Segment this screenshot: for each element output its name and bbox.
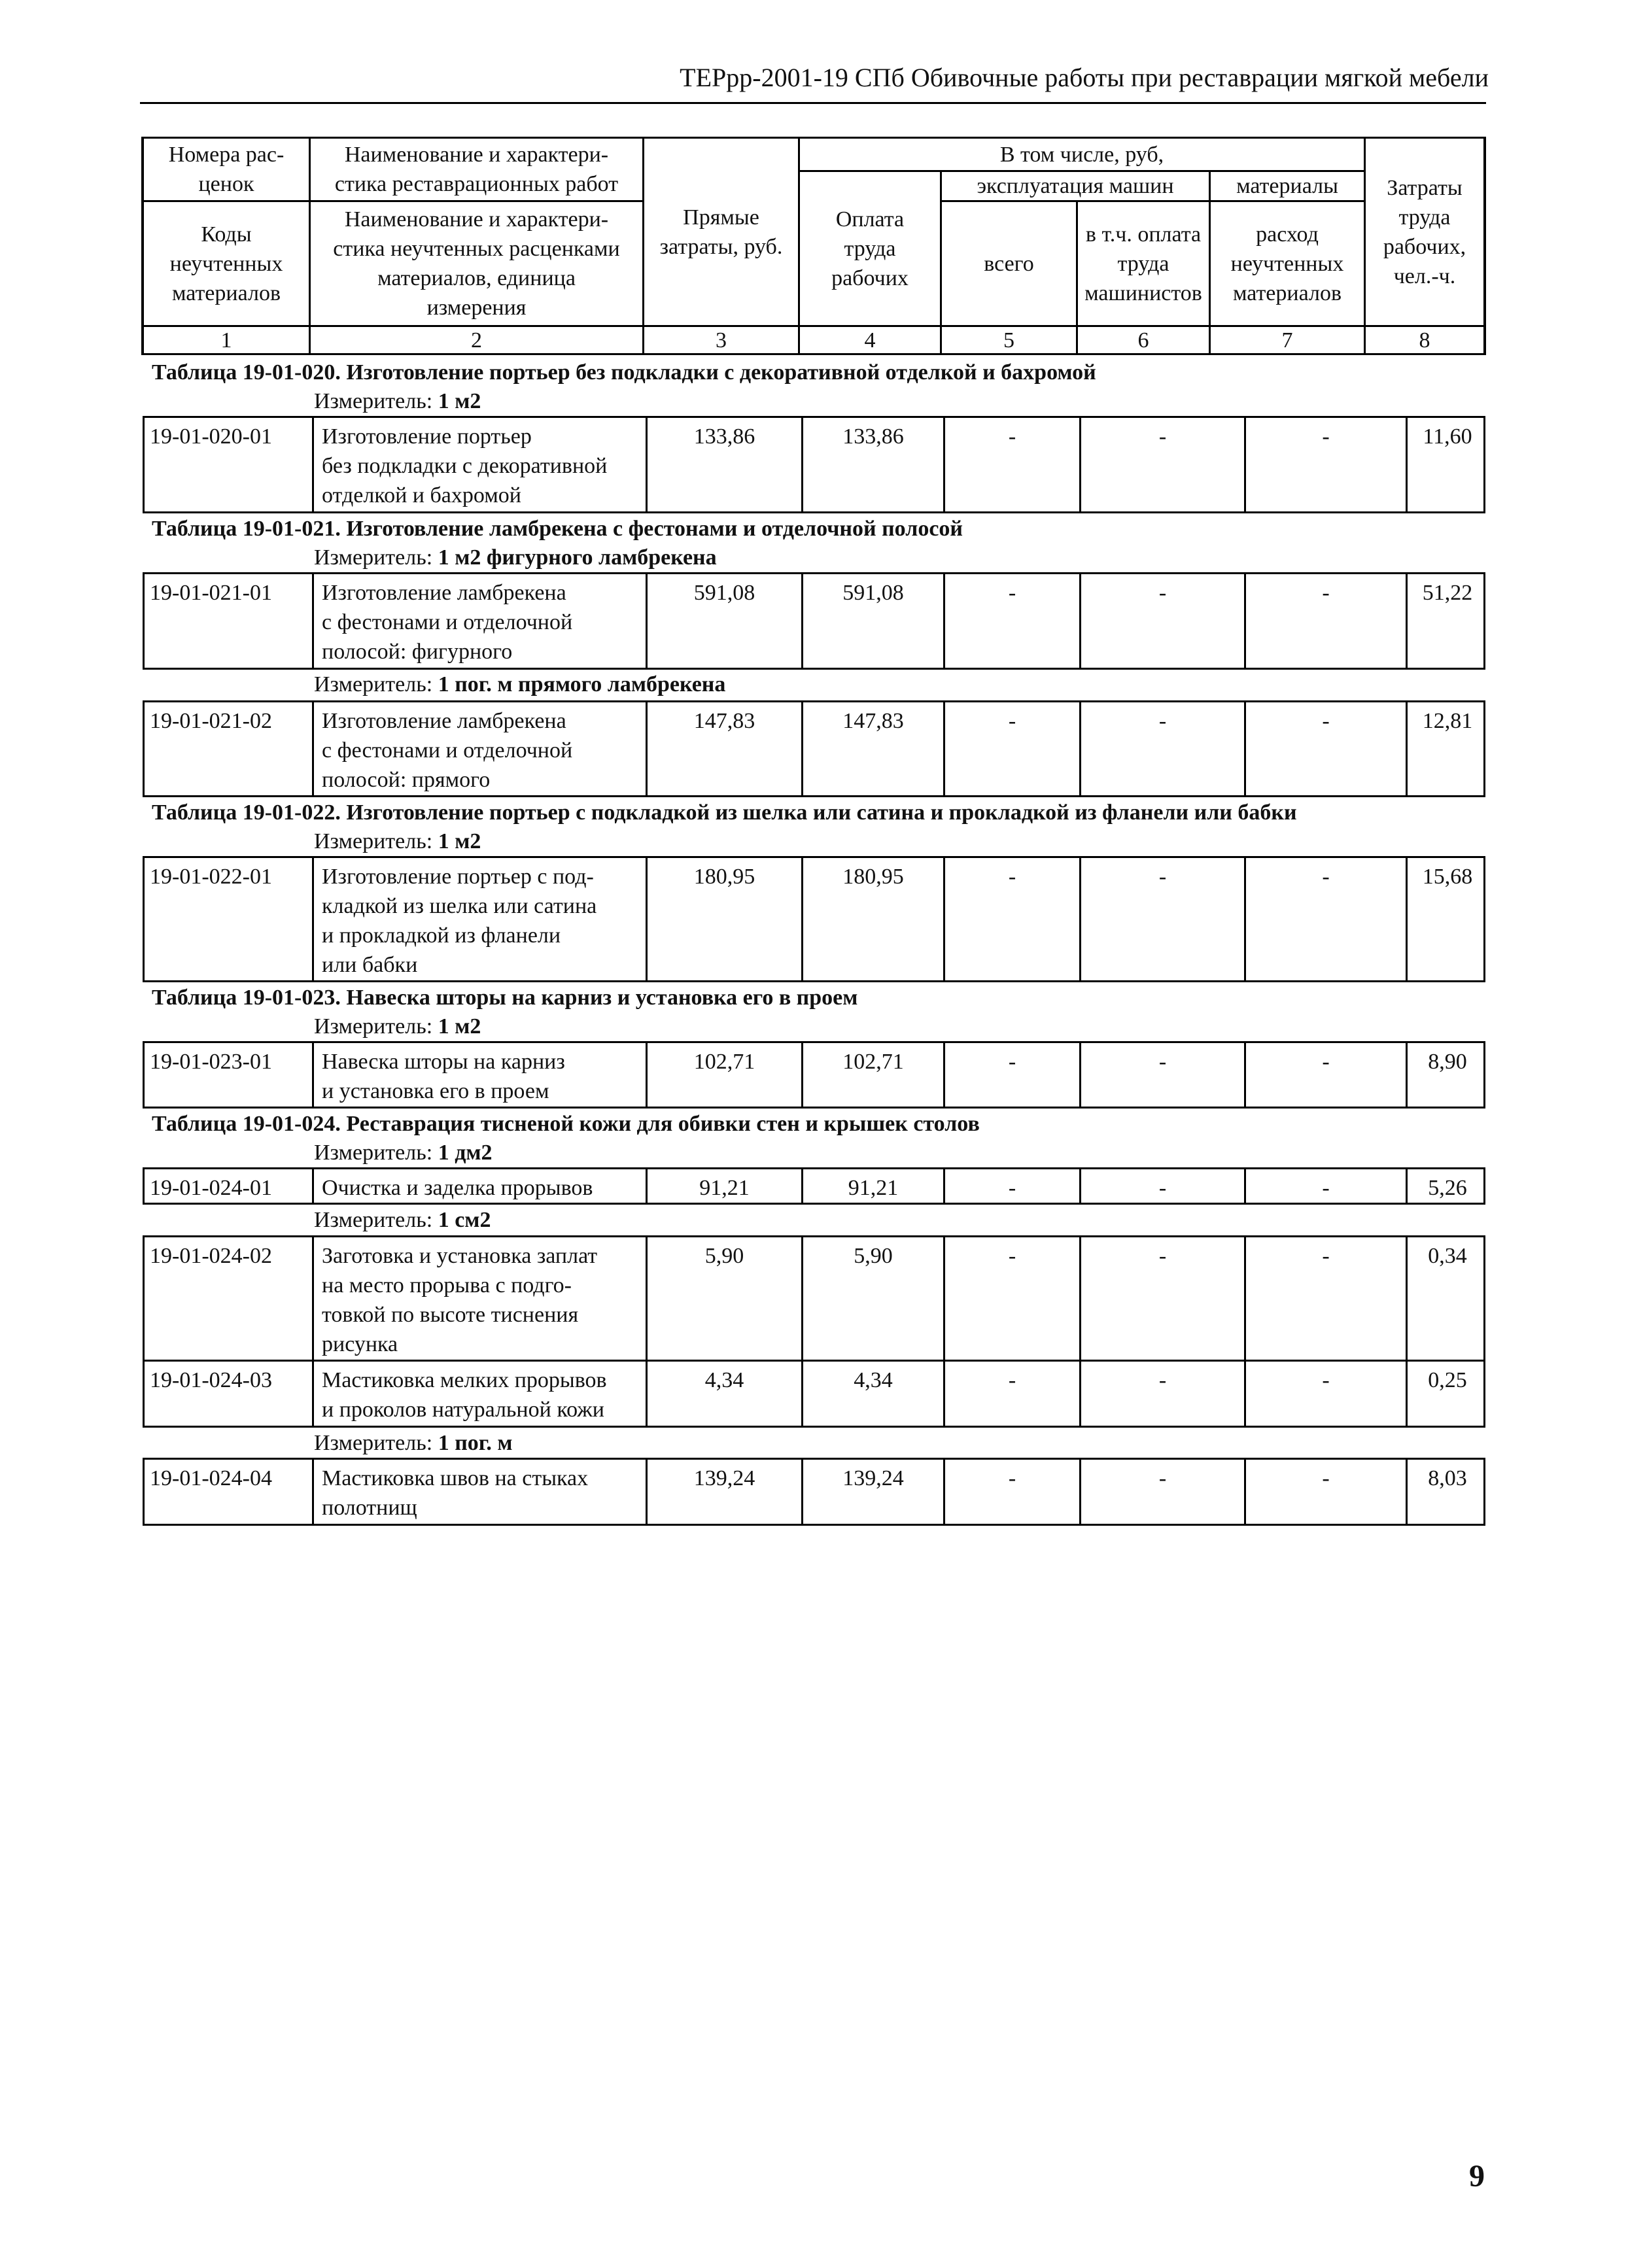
header-machines: эксплуатация машин xyxy=(977,174,1174,198)
direct-costs: 102,71 xyxy=(646,1043,801,1107)
measure-label: Измеритель: xyxy=(314,1208,438,1232)
table-number: Таблица 19-01-020. xyxy=(152,360,341,385)
table-row xyxy=(143,1235,1485,1362)
header-machines-total: всего xyxy=(984,251,1034,276)
column-number: 4 xyxy=(864,328,876,352)
unaccounted-materials: - xyxy=(1244,858,1406,980)
machines-total: - xyxy=(943,1237,1079,1360)
measure-unit: 1 м2 xyxy=(438,389,481,413)
rate-code: 19-01-023-01 xyxy=(150,1050,272,1074)
table-name: Навеска шторы на карниз и установка его в проем xyxy=(340,986,858,1010)
measure-unit: 1 пог. м прямого ламбрекена xyxy=(438,672,726,696)
page-header-title: ТЕРрр-2001-19 СПб Обивочные работы при реставрации мягкой мебели xyxy=(680,63,1489,92)
measure-line xyxy=(314,543,717,572)
header-machine-operators: в т.ч. оплата труда машинистов xyxy=(1084,222,1202,305)
machine-operators-pay: - xyxy=(1079,574,1244,668)
table-number: Таблица 19-01-021. xyxy=(152,517,341,541)
rate-code: 19-01-024-02 xyxy=(150,1244,272,1268)
direct-costs: 139,24 xyxy=(646,1460,801,1524)
measure-unit: 1 пог. м xyxy=(438,1431,513,1455)
labor-hours: 51,22 xyxy=(1406,574,1487,668)
machines-total: - xyxy=(943,1362,1079,1426)
measure-label: Измеритель: xyxy=(314,1014,438,1039)
labor-hours: 11,60 xyxy=(1406,418,1487,511)
table-title xyxy=(152,799,1297,827)
labor-pay: 147,83 xyxy=(801,702,943,795)
table-name: Изготовление портьер без подкладки с декоративной отделкой и бахромой xyxy=(340,360,1096,385)
measure-label: Измеритель: xyxy=(314,1431,438,1455)
unaccounted-materials: - xyxy=(1244,1043,1406,1107)
header-col2-top: Наименование и характери- стика реставрационных работ xyxy=(334,143,619,196)
labor-pay: 591,08 xyxy=(801,574,943,668)
measure-line xyxy=(314,670,725,699)
page-number: 9 xyxy=(1469,2159,1485,2193)
unaccounted-materials: - xyxy=(1244,702,1406,795)
table-name: Изготовление ламбрекена с фестонами и отделочной полосой xyxy=(340,517,963,541)
machines-total: - xyxy=(943,418,1079,511)
measure-unit: 1 дм2 xyxy=(438,1141,493,1165)
column-number: 8 xyxy=(1419,328,1430,352)
machine-operators-pay: - xyxy=(1079,1237,1244,1360)
machine-operators-pay: - xyxy=(1079,1043,1244,1107)
header-labor-hours: Затраты труда рабочих, чел.-ч. xyxy=(1383,175,1466,288)
table-row xyxy=(143,1041,1485,1108)
work-name: Мастиковка мелких прорывов и проколов натуральной кожи xyxy=(312,1362,646,1426)
rate-code: 19-01-024-01 xyxy=(150,1176,272,1200)
measure-line xyxy=(314,1012,481,1041)
header-rule xyxy=(140,102,1486,104)
rate-code: 19-01-020-01 xyxy=(150,424,272,449)
table-number: Таблица 19-01-023. xyxy=(152,986,341,1010)
table-title xyxy=(152,358,1096,387)
measure-label: Измеритель: xyxy=(314,389,438,413)
table-title xyxy=(152,1110,980,1139)
measure-line xyxy=(314,1206,491,1235)
rate-code: 19-01-022-01 xyxy=(150,865,272,889)
measure-label: Измеритель: xyxy=(314,1141,438,1165)
column-number: 6 xyxy=(1137,328,1149,352)
direct-costs: 180,95 xyxy=(646,858,801,980)
table-title xyxy=(152,984,857,1012)
labor-pay: 4,34 xyxy=(801,1362,943,1426)
direct-costs: 91,21 xyxy=(646,1169,801,1203)
column-number: 5 xyxy=(1003,328,1014,352)
labor-pay: 139,24 xyxy=(801,1460,943,1524)
rate-code: 19-01-021-01 xyxy=(150,581,272,605)
machines-total: - xyxy=(943,1460,1079,1524)
header-direct-costs: Прямые затраты, руб. xyxy=(659,205,783,259)
labor-hours: 8,90 xyxy=(1406,1043,1487,1107)
machines-total: - xyxy=(943,858,1079,980)
table-title xyxy=(152,515,963,543)
rate-code: 19-01-024-03 xyxy=(150,1368,272,1392)
table-row xyxy=(143,700,1485,797)
measure-unit: 1 м2 xyxy=(438,1014,481,1039)
work-name: Мастиковка швов на стыках полотнищ xyxy=(312,1460,646,1524)
machine-operators-pay: - xyxy=(1079,1460,1244,1524)
direct-costs: 147,83 xyxy=(646,702,801,795)
measure-line xyxy=(314,1139,493,1167)
labor-pay: 180,95 xyxy=(801,858,943,980)
work-name: Изготовление ламбрекена с фестонами и отделочной полосой: прямого xyxy=(312,702,646,795)
header-unaccounted-materials: расход неучтенных материалов xyxy=(1230,222,1344,305)
measure-unit: 1 м2 фигурного ламбрекена xyxy=(438,545,717,570)
table-number: Таблица 19-01-022. xyxy=(152,800,341,825)
rate-code: 19-01-021-02 xyxy=(150,709,272,733)
work-name: Навеска шторы на карниз и установка его в проем xyxy=(312,1043,646,1107)
machines-total: - xyxy=(943,702,1079,795)
direct-costs: 133,86 xyxy=(646,418,801,511)
unaccounted-materials: - xyxy=(1244,574,1406,668)
measure-unit: 1 см2 xyxy=(438,1208,491,1232)
grid-line xyxy=(1483,137,1486,355)
labor-hours: 5,26 xyxy=(1406,1169,1487,1203)
measure-label: Измеритель: xyxy=(314,672,438,696)
unaccounted-materials: - xyxy=(1244,1169,1406,1203)
labor-pay: 102,71 xyxy=(801,1043,943,1107)
header-col2-bottom: Наименование и характери- стика неучтенных расценками материалов, единица измерения xyxy=(333,207,620,320)
labor-pay: 133,86 xyxy=(801,418,943,511)
header-col1-bottom: Коды неучтенных материалов xyxy=(169,222,283,305)
table-row xyxy=(143,1458,1485,1526)
unaccounted-materials: - xyxy=(1244,418,1406,511)
header-col1-top: Номера рас- ценок xyxy=(168,143,285,196)
table-row xyxy=(143,416,1485,513)
machine-operators-pay: - xyxy=(1079,1169,1244,1203)
work-name: Заготовка и установка заплат на место прорыва с подго- товкой по высоте тиснения рисунка xyxy=(312,1237,646,1360)
unaccounted-materials: - xyxy=(1244,1460,1406,1524)
unaccounted-materials: - xyxy=(1244,1237,1406,1360)
work-name: Изготовление ламбрекена с фестонами и отделочной полосой: фигурного xyxy=(312,574,646,668)
labor-pay: 91,21 xyxy=(801,1169,943,1203)
machines-total: - xyxy=(943,574,1079,668)
machine-operators-pay: - xyxy=(1079,418,1244,511)
labor-hours: 15,68 xyxy=(1406,858,1487,980)
machines-total: - xyxy=(943,1169,1079,1203)
work-name: Изготовление портьер с под- кладкой из шелка или сатина и прокладкой из фланели или бабки xyxy=(312,858,646,980)
table-row xyxy=(143,1167,1485,1205)
measure-unit: 1 м2 xyxy=(438,829,481,853)
table-row xyxy=(143,856,1485,982)
labor-hours: 12,81 xyxy=(1406,702,1487,795)
measure-label: Измеритель: xyxy=(314,829,438,853)
machine-operators-pay: - xyxy=(1079,702,1244,795)
header-labor-pay: Оплата труда рабочих xyxy=(831,207,909,290)
machines-total: - xyxy=(943,1043,1079,1107)
table-number: Таблица 19-01-024. xyxy=(152,1112,341,1136)
labor-hours: 0,34 xyxy=(1406,1237,1487,1360)
header-group: В том числе, руб, xyxy=(999,142,1164,167)
rate-code: 19-01-024-04 xyxy=(150,1466,272,1490)
direct-costs: 591,08 xyxy=(646,574,801,668)
table-name: Реставрация тисненой кожи для обивки стен и крышек столов xyxy=(340,1112,980,1136)
table-row xyxy=(143,572,1485,670)
table-name: Изготовление портьер с подкладкой из шелка или сатина и прокладкой из фланели или бабки xyxy=(340,800,1297,825)
labor-hours: 0,25 xyxy=(1406,1362,1487,1426)
column-number: 7 xyxy=(1281,328,1293,352)
measure-line xyxy=(314,827,481,856)
machine-operators-pay: - xyxy=(1079,858,1244,980)
work-name: Изготовление портьер без подкладки с декоративной отделкой и бахромой xyxy=(312,418,646,511)
table-row xyxy=(143,1360,1485,1428)
work-name: Очистка и заделка прорывов xyxy=(312,1169,646,1203)
measure-label: Измеритель: xyxy=(314,545,438,570)
column-number: 3 xyxy=(716,328,727,352)
direct-costs: 4,34 xyxy=(646,1362,801,1426)
labor-hours: 8,03 xyxy=(1406,1460,1487,1524)
column-number: 2 xyxy=(471,328,482,352)
measure-line xyxy=(314,1429,513,1458)
unaccounted-materials: - xyxy=(1244,1362,1406,1426)
measure-line xyxy=(314,387,481,416)
column-number: 1 xyxy=(220,328,232,352)
labor-pay: 5,90 xyxy=(801,1237,943,1360)
machine-operators-pay: - xyxy=(1079,1362,1244,1426)
direct-costs: 5,90 xyxy=(646,1237,801,1360)
header-materials: материалы xyxy=(1236,174,1338,198)
